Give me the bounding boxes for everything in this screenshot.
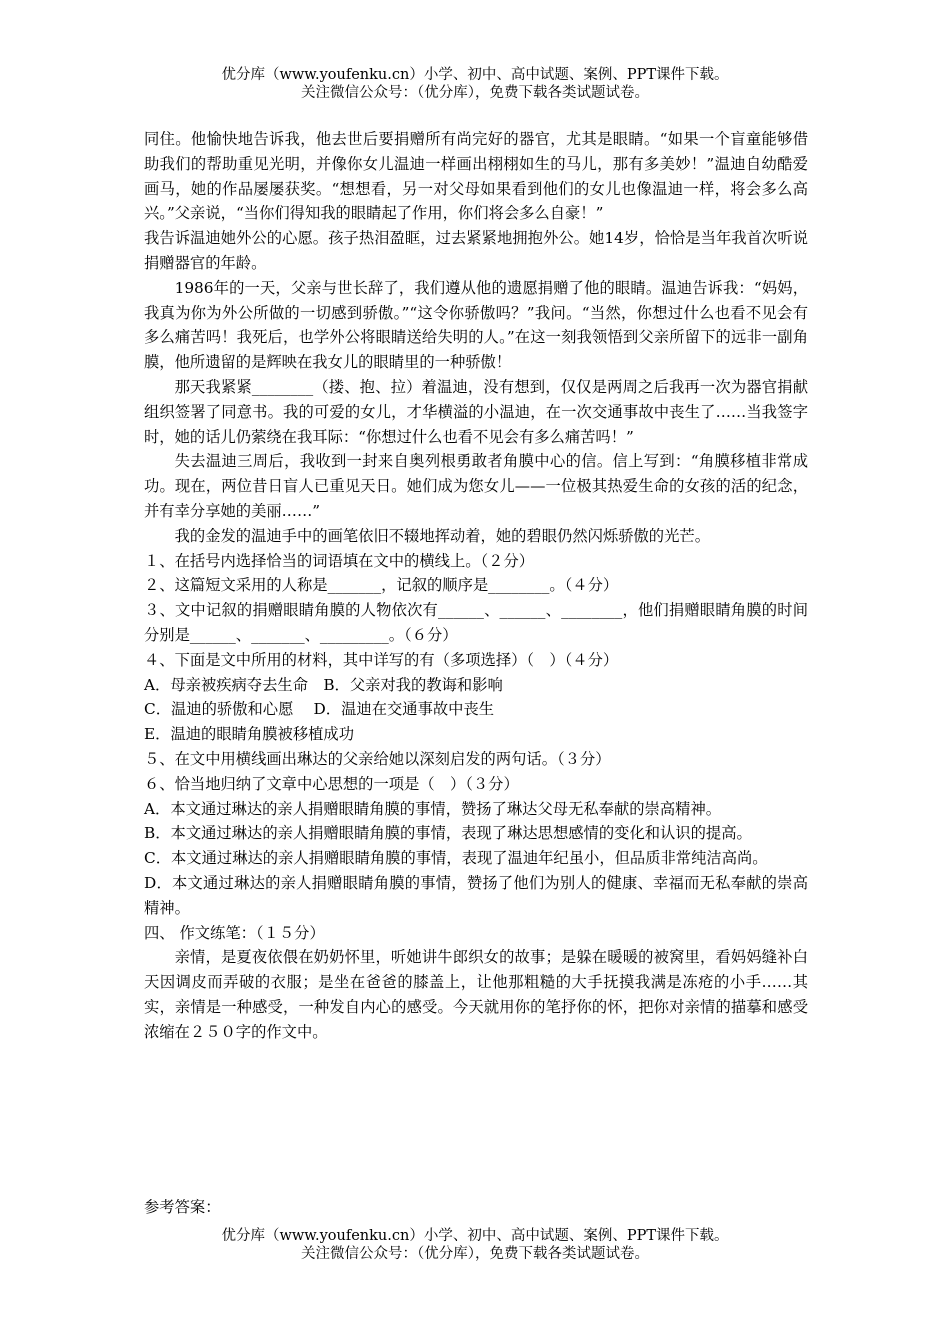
story-paragraph: 那天我紧紧________（搂、抱、拉）着温迪，没有想到，仅仅是两周之后我再一次为器官捐献组织签署了同意书。我的可爱的女儿，才华横溢的小温迪，在一次交通事故中丧生了……当我签字时，她的话儿仍萦绕在我耳际：“你想过什么也看不见会有多么痛苦吗！” <box>144 377 808 446</box>
question-2: ２、这篇短文采用的人称是_______，记叙的顺序是________。（４分） <box>144 576 619 595</box>
question-5: ５、在文中用横线画出琳达的父亲给她以深刻启发的两句话。（３分） <box>144 749 611 768</box>
document-body <box>144 127 808 1044</box>
story-paragraph: 我告诉温迪她外公的心愿。孩子热泪盈眶，过去紧紧地拥抱外公。她14岁，恰恰是当年我首次听说捐赠器官的年龄。 <box>144 229 808 272</box>
composition-prompt: 亲情，是夏夜依偎在奶奶怀里，听她讲牛郎织女的故事；是躲在暖暖的被窝里，看妈妈缝补白天因调皮而弄破的衣服；是坐在爸爸的膝盖上，让他那粗糙的大手抚摸我满是冻疮的小手……其实，亲情是一种感受，一种发自内心的感受。今天就用你的笔抒你的怀，把你对亲情的描摹和感受浓缩在２５０字的作文中。 <box>144 948 808 1041</box>
question-4-options-cd: C．温迪的骄傲和心愿 D．温迪在交通事故中丧生 <box>144 700 495 719</box>
story-paragraph: 失去温迪三周后，我收到一封来自奥列根勇敢者角膜中心的信。信上写到：“角膜移植非常成功。现在，两位昔日盲人已重见天日。她们成为您女儿——一位极其热爱生命的女孩的活的纪念，并有幸分享她的美丽……” <box>144 452 808 520</box>
section-heading-composition: 四、 作文练笔：（１５分） <box>144 923 325 942</box>
page-header <box>0 66 950 102</box>
page-footer <box>0 1227 950 1263</box>
header-line-2: 关注微信公众号：（优分库），免费下载各类试题试卷。 <box>301 85 649 101</box>
answer-key-label: 参考答案： <box>144 1198 221 1216</box>
header-line-1: 优分库（www.youfenku.cn）小学、初中、高中试题、案例、PPT课件下载。 <box>221 67 729 83</box>
footer-line-1: 优分库（www.youfenku.cn）小学、初中、高中试题、案例、PPT课件下载。 <box>221 1228 729 1244</box>
story-paragraph: 我的金发的温迪手中的画笔依旧不辍地挥动着，她的碧眼仍然闪烁骄傲的光芒。 <box>174 526 710 545</box>
question-6-option-c: C．本文通过琳达的亲人捐赠眼睛角膜的事情，表现了温迪年纪虽小，但品质非常纯洁高尚。 <box>144 849 768 868</box>
question-6-option-a: A．本文通过琳达的亲人捐赠眼睛角膜的事情，赞扬了琳达父母无私奉献的崇高精神。 <box>144 799 722 818</box>
question-6-option-b: B．本文通过琳达的亲人捐赠眼睛角膜的事情，表现了琳达思想感情的变化和认识的提高。 <box>144 824 752 843</box>
question-1: １、在括号内选择恰当的词语填在文中的横线上。（２分） <box>144 551 535 570</box>
question-4: ４、下面是文中所用的材料，其中详写的有（多项选择）（ ）（４分） <box>144 650 619 669</box>
question-4-options-ab: A．母亲被疾病夺去生命 B．父亲对我的教诲和影响 <box>144 675 503 694</box>
question-4-option-e: E．温迪的眼睛角膜被移植成功 <box>144 725 355 744</box>
question-6: ６、恰当地归纳了文章中心思想的一项是（ ）（３分） <box>144 774 519 793</box>
story-paragraph: 同住。他愉快地告诉我，他去世后要捐赠所有尚完好的器官，尤其是眼睛。“如果一个盲童能够借助我们的帮助重见光明，并像你女儿温迪一样画出栩栩如生的马儿，那有多美妙！”温迪自幼酷爱画马，她的作品屡屡获奖。“想想看，另一对父母如果看到他们的女儿也像温迪一样，将会多么高兴。”父亲说，“当你们得知我的眼睛起了作用，你们将会多么自豪！” <box>144 130 808 223</box>
story-paragraph: 1986年的一天，父亲与世长辞了，我们遵从他的遗愿捐赠了他的眼睛。温迪告诉我：“妈妈，我真为你为外公所做的一切感到骄傲。”“这令你骄傲吗？”我问。“当然，你想过什么也看不见会有多么痛苦吗！我死后，也学外公将眼睛送给失明的人。”在这一刻我领悟到父亲所留下的远非一副角膜，他所遗留的是辉映在我女儿的眼睛里的一种骄傲！ <box>144 278 808 372</box>
question-6-option-d: D．本文通过琳达的亲人捐赠眼睛角膜的事情，赞扬了他们为别人的健康、幸福而无私奉献的崇高精神。 <box>144 873 808 917</box>
footer-line-2: 关注微信公众号：（优分库），免费下载各类试题试卷。 <box>301 1246 649 1262</box>
question-3: ３、文中记叙的捐赠眼睛角膜的人物依次有______、______、________，他们捐赠眼睛角膜的时间分别是______、_______、_________。（６分） <box>144 601 808 644</box>
